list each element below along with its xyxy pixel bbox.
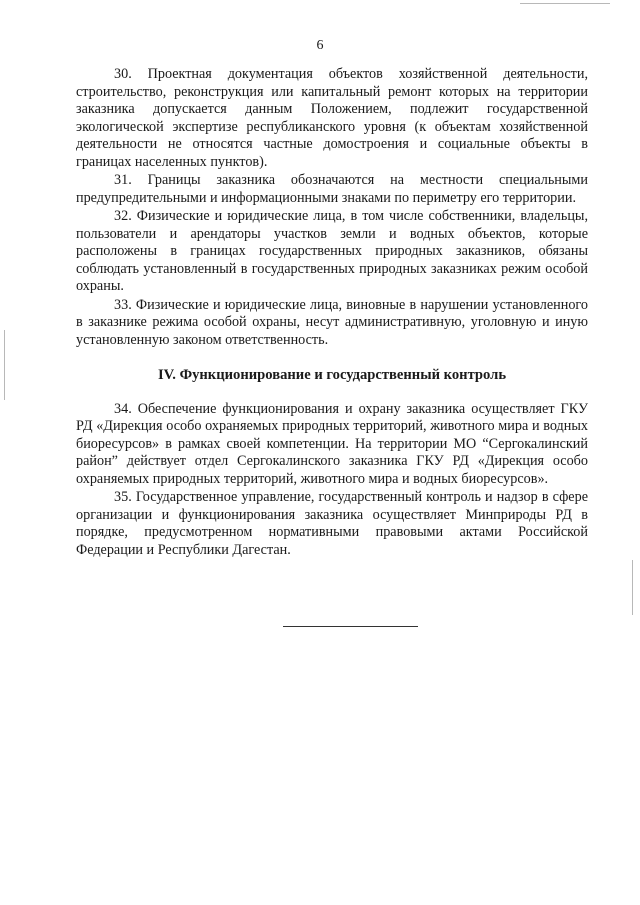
- closing-divider: [283, 626, 418, 627]
- paragraph-33: 33. Физические и юридические лица, виновные в нарушении установленного в заказнике режима особой охраны, несут административную, уголовную и иную установленную законом ответственность.: [76, 296, 588, 348]
- paragraph-35: 35. Государственное управление, государственный контроль и надзор в сфере организации и функционирования заказника осуществляет Минприроды РД в порядке, предусмотренном нормативными правовыми актами Российской Федерации и Республики Дагестан.: [76, 489, 588, 558]
- paragraph-34: 34. Обеспечение функционирования и охрану заказника осуществляет ГКУ РД «Дирекция особо охраняемых природных территорий, животного мира и водных биоресурсов» в рамках своей компетенции. На территории МО “Сергокалинский район” действует отдел Сергокалинского заказника ГКУ РД «Дирекция особо охраняемых природных территорий, животного мира и водных биоресурсов».: [76, 400, 588, 487]
- scan-artifact-top: [520, 3, 610, 4]
- paragraph-30: 30. Проектная документация объектов хозяйственной деятельности, строительство, реконструкция или капитальный ремонт которых на территории заказника допускается данным Положением, подлежит государственной экологической экспертизе республиканского уровня (к объектам хозяйственной деятельности не относятся частные домостроения и социальные объекты в границах населенных пунктов).: [76, 66, 588, 170]
- document-body: [76, 66, 588, 559]
- paragraph-32: 32. Физические и юридические лица, в том числе собственники, владельцы, пользователи и арендаторы участков земли и водных объектов, которые расположены в границах государственных природных заказников, обязаны соблюдать установленный в государственных природных заказниках режим особой охраны.: [76, 208, 588, 294]
- section-heading: IV. Функционирование и государственный контроль: [157, 367, 507, 383]
- scan-artifact-left: [4, 330, 5, 400]
- paragraph-31: 31. Границы заказника обозначаются на местности специальными предупредительными и информационными знаками по периметру его территории.: [76, 172, 588, 206]
- scan-artifact-right: [632, 560, 633, 615]
- page-number: 6: [316, 38, 324, 53]
